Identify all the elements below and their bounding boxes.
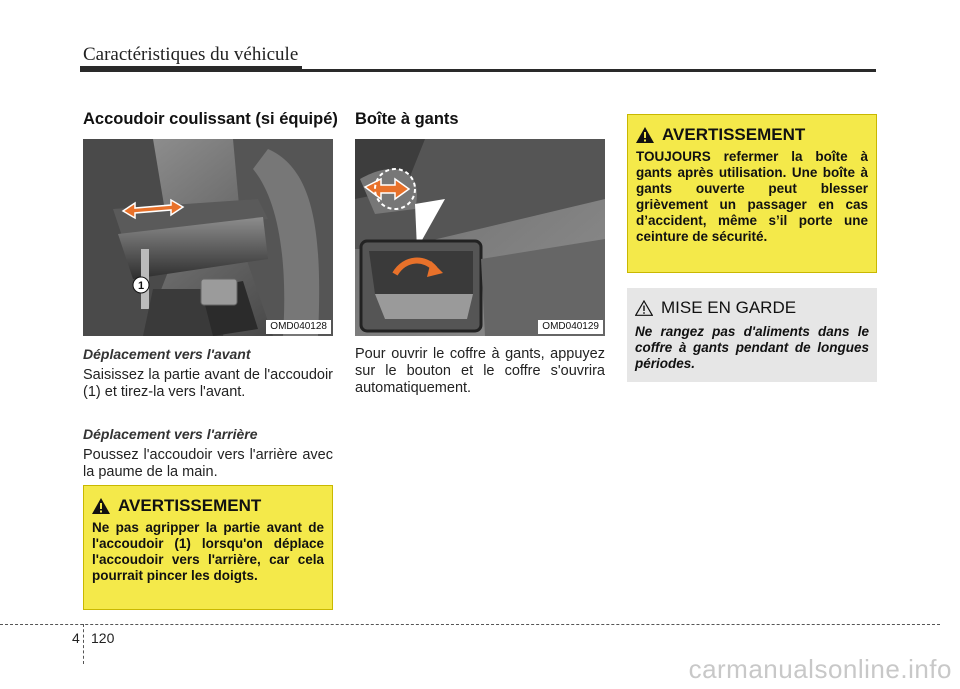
header-rule-accent bbox=[80, 66, 302, 72]
armrest-warning-heading bbox=[92, 496, 324, 516]
warning-triangle-icon bbox=[92, 498, 110, 514]
glovebox-photo-code: OMD040129 bbox=[538, 320, 603, 334]
backward-subheading: Déplacement vers l'arrière bbox=[83, 426, 258, 442]
glovebox-warning-box bbox=[627, 114, 877, 273]
warning-triangle-icon bbox=[636, 127, 654, 143]
forward-subheading: Déplacement vers l'avant bbox=[83, 346, 251, 362]
caution-heading bbox=[635, 298, 869, 318]
footer-dashed-divider bbox=[83, 624, 84, 664]
footer-dashed-rule bbox=[0, 624, 940, 625]
armrest-section-title: Accoudoir coulissant (si équipé) bbox=[83, 110, 338, 128]
chapter-number: 4 bbox=[72, 630, 80, 646]
caution-text: Ne rangez pas d'aliments dans le coffre à gants pendant de longues périodes. bbox=[635, 324, 869, 371]
armrest-photo-code: OMD040128 bbox=[266, 320, 331, 334]
glovebox-warning-heading bbox=[636, 125, 868, 145]
glovebox-instruction: Pour ouvrir le coffre à gants, appuyez sur le bouton et le coffre s'ouvrira automatiquement. bbox=[355, 346, 605, 396]
armrest-warning-text: Ne pas agripper la partie avant de l'accoudoir (1) lorsqu'on déplace l'accoudoir vers l'arrière, car cela pourrait pincer les doigts. bbox=[92, 520, 324, 583]
armrest-warning-title: AVERTISSEMENT bbox=[118, 496, 262, 515]
glovebox-warning-title: AVERTISSEMENT bbox=[662, 125, 806, 144]
glovebox-section-title: Boîte à gants bbox=[355, 110, 459, 128]
watermark: carmanualsonline.info bbox=[688, 654, 952, 684]
armrest-callout-number: 1 bbox=[137, 280, 145, 292]
forward-instruction: Saisissez la partie avant de l'accoudoir (1) et tirez-la vers l'avant. bbox=[83, 367, 333, 400]
armrest-photo bbox=[83, 139, 333, 336]
page-number: 120 bbox=[91, 630, 115, 646]
glovebox-photo bbox=[355, 139, 605, 336]
caution-title: MISE EN GARDE bbox=[661, 298, 797, 317]
caution-box bbox=[627, 288, 877, 382]
page-header-title: Caractéristiques du véhicule bbox=[83, 44, 299, 65]
armrest-warning-box bbox=[83, 485, 333, 610]
glovebox-illustration bbox=[355, 139, 605, 336]
armrest-illustration bbox=[83, 139, 333, 336]
backward-instruction: Poussez l'accoudoir vers l'arrière avec la paume de la main. bbox=[83, 447, 333, 480]
glovebox-warning-text: TOUJOURS refermer la boîte à gants après utilisation. Une boîte à gants ouverte peut blesser grièvement un passager en cas d’accident, même s’il porte une ceinture de sécurité. bbox=[636, 149, 868, 244]
caution-triangle-icon bbox=[635, 300, 653, 316]
